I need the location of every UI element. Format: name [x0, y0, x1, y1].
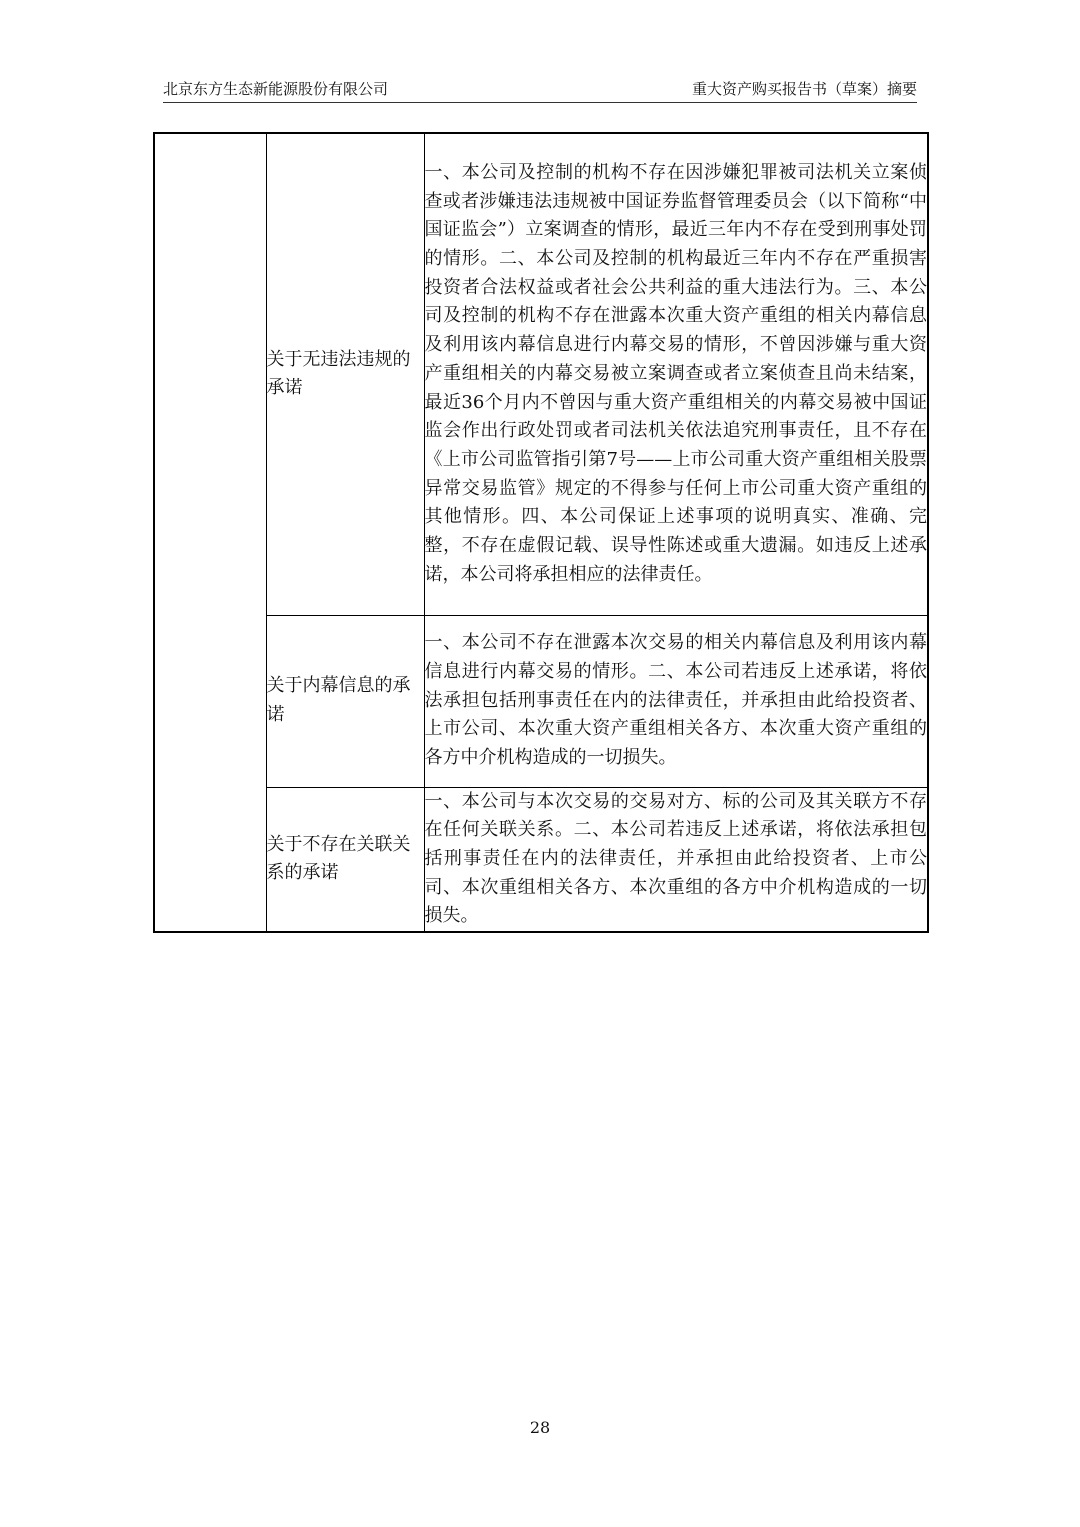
commitment-topic: 关于无违法违规的承诺 — [266, 133, 424, 615]
table-row — [154, 787, 928, 932]
commitment-content: 一、本公司不存在泄露本次交易的相关内幕信息及利用该内幕信息进行内幕交易的情形。二、本公司若违反上述承诺，将依法承担包括刑事责任在内的法律责任，并承担由此给投资者、上市公司、本次重大资产重组相关各方、本次重大资产重组的各方中介机构造成的一切损失。 — [424, 615, 928, 787]
page-header — [163, 76, 917, 103]
commitment-content: 一、本公司与本次交易的交易对方、标的公司及其关联方不存在任何关联关系。二、本公司若违反上述承诺，将依法承担包括刑事责任在内的法律责任，并承担由此给投资者、上市公司、本次重组相关各方、本次重组的各方中介机构造成的一切损失。 — [424, 787, 928, 932]
commitment-topic: 关于不存在关联关系的承诺 — [266, 787, 424, 932]
commitments-table — [153, 132, 929, 933]
company-name: 北京东方生态新能源股份有限公司 — [163, 80, 389, 98]
page-number: 28 — [529, 1418, 551, 1437]
commitment-topic: 关于内幕信息的承诺 — [266, 615, 424, 787]
commitment-content: 一、本公司及控制的机构不存在因涉嫌犯罪被司法机关立案侦查或者涉嫌违法违规被中国证券监督管理委员会（以下简称“中国证监会”）立案调查的情形，最近三年内不存在受到刑事处罚的情形。二、本公司及控制的机构最近三年内不存在严重损害投资者合法权益或者社会公共利益的重大违法行为。三、本公司及控制的机构不存在泄露本次重大资产重组的相关内幕信息及利用该内幕信息进行内幕交易的情形，不曾因涉嫌与重大资产重组相关的内幕交易被立案调查或者立案侦查且尚未结案，最近36个月内不曾因与重大资产重组相关的内幕交易被中国证监会作出行政处罚或者司法机关依法追究刑事责任，且不存在《上市公司监管指引第7号——上市公司重大资产重组相关股票异常交易监管》规定的不得参与任何上市公司重大资产重组的其他情形。四、本公司保证上述事项的说明真实、准确、完整，不存在虚假记载、误导性陈述或重大遗漏。如违反上述承诺，本公司将承担相应的法律责任。 — [424, 133, 928, 615]
table-row — [154, 615, 928, 787]
document-title: 重大资产购买报告书（草案）摘要 — [691, 80, 917, 98]
table-row — [154, 133, 928, 615]
party-cell — [154, 133, 266, 932]
